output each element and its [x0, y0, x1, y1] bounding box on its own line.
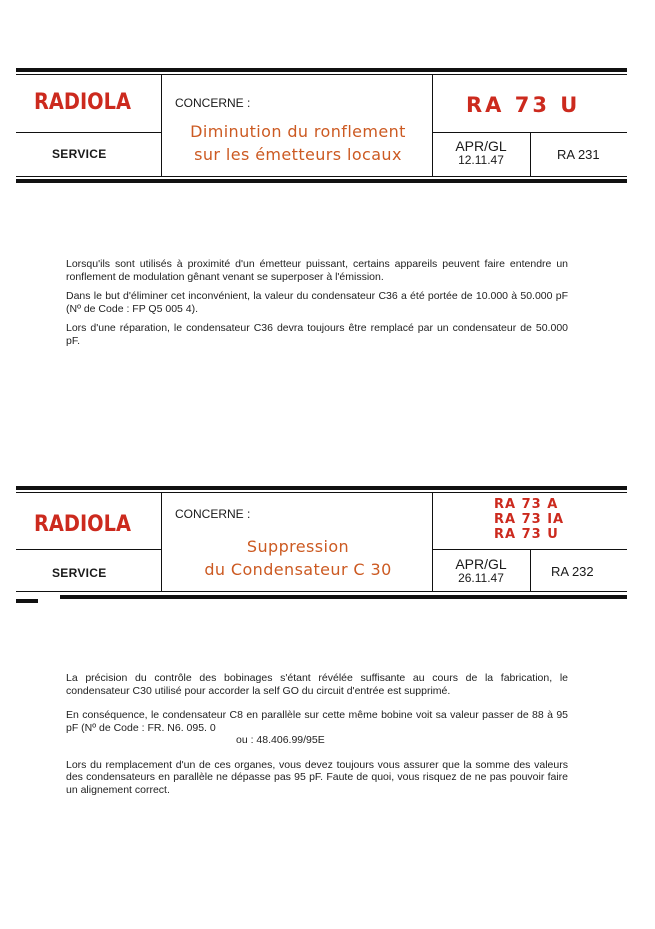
model-number: RA 73 U [466, 93, 581, 117]
notice-code: RA 231 [557, 147, 600, 162]
concerne-label: CONCERNE : [175, 96, 251, 110]
header-divider [432, 132, 627, 133]
issue-date: 26.11.47 [458, 571, 504, 585]
reference-code: APR/GL [455, 138, 507, 154]
reference-block [440, 139, 522, 167]
header-divider [530, 549, 531, 592]
header-top-rule [16, 68, 627, 72]
model-number: RA 73 IA [494, 512, 565, 527]
header-top-rule [16, 486, 627, 490]
service-label: SERVICE [52, 147, 107, 161]
header-divider [16, 132, 161, 133]
body-paragraph-text: En conséquence, le condensateur C8 en parallèle sur cette même bobine voit sa valeur passer de 88 à 95 pF (Nº de Code : FR. N6. 095. 0 [66, 709, 568, 734]
header-bottom-rule-thin [16, 591, 627, 592]
header-divider [432, 549, 627, 550]
notice-body [66, 258, 568, 354]
body-paragraph: La précision du contrôle des bobinages s'étant révélée suffisante au cours de la fabrication, le condensateur C30 utilisé pour accorder la self GO du circuit d'entrée est supprimé. [66, 672, 568, 697]
header-divider [16, 549, 161, 550]
header-divider [432, 493, 433, 592]
concerne-label: CONCERNE : [175, 507, 251, 521]
subject-line: Diminution du ronflement [190, 122, 406, 141]
brand-logo: RADIOLA [34, 512, 131, 537]
header-bottom-rule [60, 595, 627, 599]
header-top-rule-thin [16, 74, 627, 75]
notice-subject [170, 535, 426, 581]
header-divider [161, 75, 162, 177]
header-divider [530, 132, 531, 177]
body-paragraph: Lors d'une réparation, le condensateur C36 devra toujours être remplacé par un condensateur de 50.000 pF. [66, 322, 568, 347]
service-label: SERVICE [52, 566, 107, 580]
header-divider [161, 493, 162, 592]
subject-line: sur les émetteurs locaux [194, 145, 402, 164]
model-number: RA 73 U [494, 527, 559, 542]
brand-logo: RADIOLA [34, 90, 131, 115]
header-bottom-rule [16, 179, 627, 183]
notice-subject [170, 120, 426, 166]
body-paragraph: Dans le but d'éliminer cet inconvénient, la valeur du condensateur C36 a été portée de 10.000 à 50.000 pF (Nº de Code : FP Q5 005 4). [66, 290, 568, 315]
reference-block [440, 557, 522, 585]
model-number: RA 73 A [494, 497, 559, 512]
body-paragraph: Lorsqu'ils sont utilisés à proximité d'un émetteur puissant, certains appareils peuvent faire entendre un ronflement de modulation gênant venant se superposer à l'émission. [66, 258, 568, 283]
alternate-code: ou : 48.406.99/95E [236, 734, 325, 746]
reference-code: APR/GL [455, 556, 507, 572]
header-divider [432, 75, 433, 177]
notice-body [66, 672, 568, 803]
body-paragraph: Lors du remplacement d'un de ces organes, vous devez toujours vous assurer que la somme des valeurs des condensateurs en parallèle ne dépasse pas 95 pF. Faute de quoi, vous risquez de ne pas pouvoir faire un alignement correct. [66, 758, 568, 796]
issue-date: 12.11.47 [458, 153, 504, 167]
header-bottom-rule-thin [16, 176, 627, 177]
subject-line: Suppression [246, 537, 350, 556]
header-rule-stub [16, 599, 38, 603]
header-top-rule-thin [16, 492, 627, 493]
subject-line: du Condensateur C 30 [204, 560, 392, 579]
notice-code: RA 232 [551, 564, 594, 579]
model-list [494, 497, 574, 542]
body-paragraph [66, 709, 568, 747]
